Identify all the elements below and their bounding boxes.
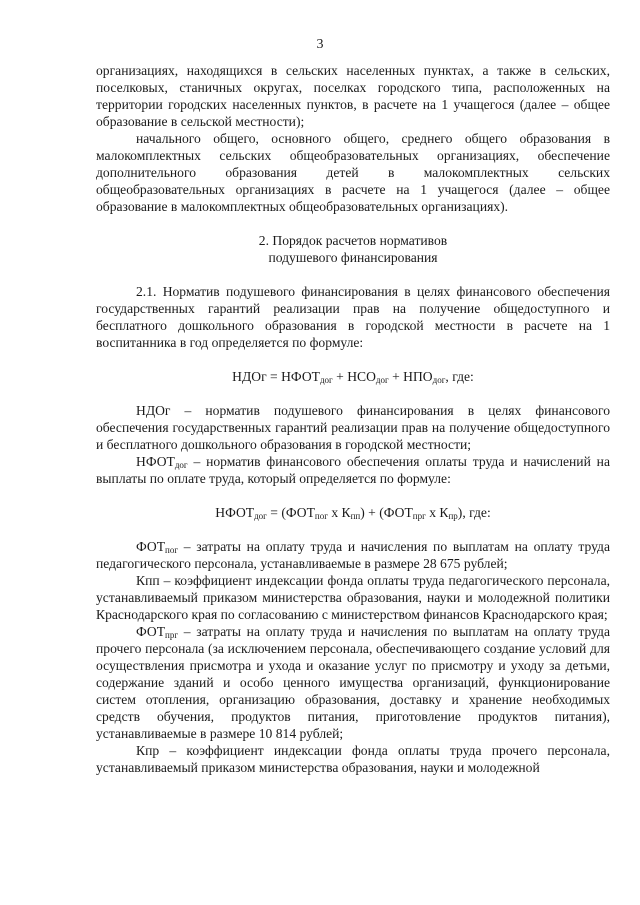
- paragraph-continuation: организациях, находящихся в сельских населенных пунктах, а также в сельских, поселковых, станичных округах, поселках городского типа, расположенных на территории городских населенных пунктов, в расчете на 1 учащегося (далее – общее образование в сельской местности);: [96, 63, 610, 129]
- definition-fot-prg: $ФОТ_{прг}$ – затраты на оплату труда и начисления по выплатам на оплату труда прочего персонала (за исключением персонала, обеспечивающего создание условий для осуществления присмотра и ухода и оказание услуг по присмотру и уходу за детьми, содержание зданий и особо ценного имущества организаций, функционирование систем отопления, организацию образования, доставку и хранение необходимых средств обучения, продуктов питания, приготовление продуктов питания), устанавливаемые в размере 10 814 рублей;: [96, 624, 610, 741]
- definition-ndog: НДОг – норматив подушевого финансирования в целях финансового обеспечения государственных гарантий реализации прав на получение общедоступного и бесплатного дошкольного образования в городской местности;: [96, 403, 610, 452]
- page-number: 3: [316, 37, 324, 52]
- definition-kpr: Кпр – коэффициент индексации фонда оплаты труда прочего персонала, устанавливаемый приказом министерства образования, науки и молодежной: [96, 743, 610, 775]
- definition-nfot-dog: $НФОТ_{дог}$ – норматив финансового обеспечения оплаты труда и начислений на выплаты по оплате труда, который определяется по формуле:: [96, 454, 610, 486]
- document-body: [96, 62, 610, 776]
- formula-ndog: НДОг = $НФОТ_{дог} + НСО_{дог} + НПО_{дог}$, где:: [232, 369, 474, 385]
- definition-fot-pog: $ФОТ_{пог}$ – затраты на оплату труда и начисления по выплатам на оплату труда педагогического персонала, устанавливаемые в размере 28 675 рублей;: [96, 539, 610, 571]
- section-title-line-2: подушевого финансирования: [268, 250, 438, 265]
- paragraph-malokomplekt: начального общего, основного общего, среднего общего образования в малокомплектных сельских общеобразовательных организациях, обеспечение дополнительного образования детей в малокомплектных сельских общеобразовательных организациях в расчете на 1 учащегося (далее – общее образование в малокомплектных общеобразовательных организациях).: [96, 131, 610, 214]
- formula-nfot-dog: $НФОТ_{дог} = (ФОТ_{пог}$ х $К_{пп}) + (ФОТ_{прг}$ х $К_{пр}$), где:: [215, 505, 491, 521]
- definition-kpp: Кпп – коэффициент индексации фонда оплаты труда педагогического персонала, устанавливаемый приказом министерства образования, науки и молодежной политики Краснодарского края по согласованию с министерством финансов Краснодарского края;: [96, 573, 610, 622]
- paragraph-2-1: 2.1. Норматив подушевого финансирования в целях финансового обеспечения государственных гарантий реализации прав на получение общедоступного и бесплатного дошкольного образования в городской местности в расчете на 1 воспитанника в год определяется по формуле:: [96, 284, 610, 350]
- section-title-line-1: 2. Порядок расчетов нормативов: [258, 233, 448, 248]
